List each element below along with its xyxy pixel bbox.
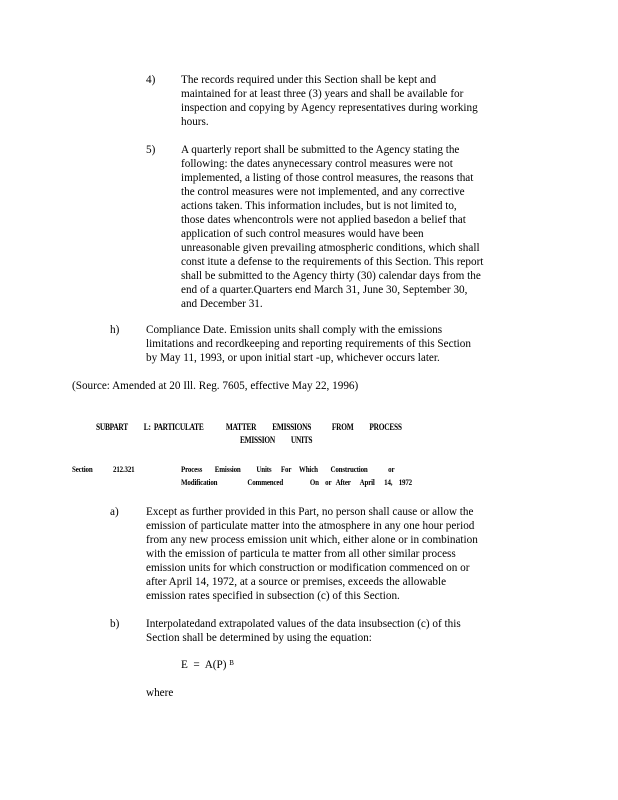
section-label: Section <box>72 464 93 474</box>
item-5-text: A quarterly report shall be submitted to the Agency stating the following: the dates anynecessary control measures were not implemented, a listing of those control measures, the reasons that the control measures were not implemented, and any corrective actions taken. This information includes, but is not limited to, those dates whencontrols were not applied basedon a belief that application of such control measures would have been unreasonable given prevailing atmospheric conditions, which shall const itute a defense to the requirements of this Section. This report shall be submitted to the Agency thirty (30) calendar days from the end of a quarter.Quarters end March 31, June 30, September 30, and December 31. <box>181 144 484 310</box>
paragraph-b-text: Interpolatedand extrapolated values of the data insubsection (c) of this Section shall be determined by using the equation: <box>146 618 461 644</box>
section-number: 212.321 <box>113 464 135 474</box>
paragraph-b-label: b) <box>110 618 120 630</box>
source-note: (Source: Amended at 20 Ill. Reg. 7605, effective May 22, 1996) <box>72 380 359 392</box>
equation-exponent: B <box>229 659 234 667</box>
subpart-heading: SUBPART L: PARTICULATE MATTER EMISSIONS FROM PROCESS <box>96 422 402 432</box>
subpart-heading-line2: EMISSION UNITS <box>240 435 313 445</box>
paragraph-a-label: a) <box>110 506 119 518</box>
section-title: Process Emission Units For Which Construction or <box>181 464 395 474</box>
item-5-label: 5) <box>146 144 156 156</box>
item-h-text: Compliance Date. Emission units shall comply with the emissions limitations and recordkeeping and reporting requirements of this Section by May 11, 1993, or upon initial start -up, whichever occurs later. <box>146 324 471 364</box>
equation <box>181 658 234 672</box>
paragraph-a-text: Except as further provided in this Part, no person shall cause or allow the emission of particulate matter into the atmosphere in any one hour period from any new process emission unit which, either alone or in combination with the emission of particula te matter from all other similar process emission units for which construction or modification commenced on or after April 14, 1972, at a source or premises, exceeds the allowable emission rates specified in subsection (c) of this Section. <box>146 506 478 602</box>
equation-body: E = A(P) <box>181 659 227 671</box>
section-title-line2: Modification Commenced On or After April 14, 1972 <box>181 477 412 487</box>
item-h-label: h) <box>110 324 120 336</box>
item-4-text: The records required under this Section shall be kept and maintained for at least three (3) years and shall be available for inspection and copying by Agency representatives during working hours. <box>181 74 478 128</box>
where-label: where <box>146 687 174 699</box>
item-4-label: 4) <box>146 74 156 86</box>
